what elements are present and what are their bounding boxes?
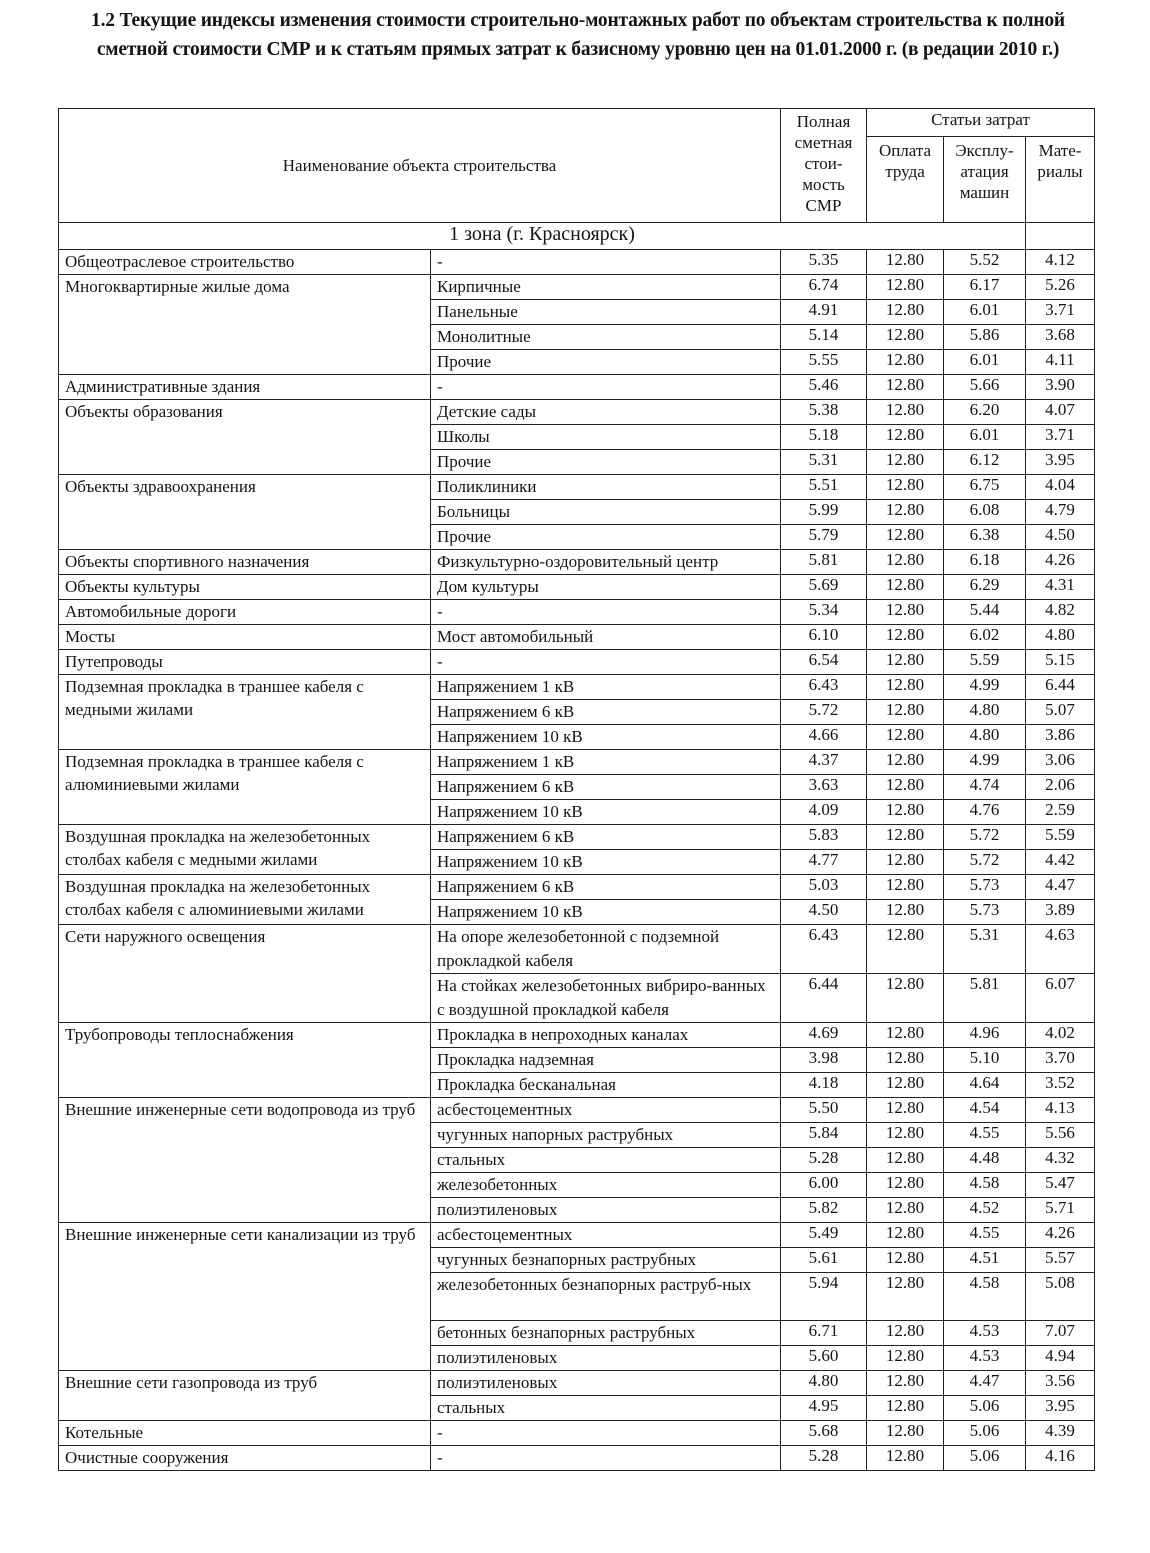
labor-cell: 12.80 [867, 800, 944, 825]
object-name-cell: Воздушная прокладка на железобетонных столбах кабеля с медными жилами [59, 825, 431, 875]
materials-cell: 4.04 [1026, 475, 1095, 500]
labor-cell: 12.80 [867, 1048, 944, 1073]
full-cost-cell: 4.77 [781, 850, 867, 875]
materials-cell: 6.44 [1026, 675, 1095, 700]
table-row [59, 375, 1095, 400]
labor-cell: 12.80 [867, 775, 944, 800]
subtype-cell: бетонных безнапорных раструбных [431, 1321, 781, 1346]
machines-cell: 5.66 [944, 375, 1026, 400]
materials-cell: 3.89 [1026, 900, 1095, 925]
object-name-cell: Многоквартирные жилые дома [59, 275, 431, 375]
labor-cell: 12.80 [867, 700, 944, 725]
materials-cell: 5.57 [1026, 1248, 1095, 1273]
subtype-cell: - [431, 375, 781, 400]
labor-cell: 12.80 [867, 1346, 944, 1371]
materials-cell: 4.63 [1026, 925, 1095, 974]
materials-cell: 3.71 [1026, 425, 1095, 450]
full-cost-cell: 5.82 [781, 1198, 867, 1223]
machines-cell: 6.75 [944, 475, 1026, 500]
subtype-cell: На опоре железобетонной с подземной прокладкой кабеля [431, 925, 781, 974]
full-cost-cell: 5.14 [781, 325, 867, 350]
cost-index-table [58, 108, 1095, 1471]
full-cost-cell: 5.49 [781, 1223, 867, 1248]
labor-cell: 12.80 [867, 1446, 944, 1471]
full-cost-cell: 3.63 [781, 775, 867, 800]
machines-cell: 4.58 [944, 1173, 1026, 1198]
subtype-cell: стальных [431, 1148, 781, 1173]
full-cost-cell: 5.61 [781, 1248, 867, 1273]
full-cost-cell: 5.69 [781, 575, 867, 600]
materials-cell: 4.32 [1026, 1148, 1095, 1173]
full-cost-cell: 5.68 [781, 1421, 867, 1446]
labor-cell: 12.80 [867, 650, 944, 675]
subtype-cell: Напряжением 10 кВ [431, 800, 781, 825]
machines-cell: 5.73 [944, 875, 1026, 900]
machines-cell: 6.17 [944, 275, 1026, 300]
full-cost-cell: 4.80 [781, 1371, 867, 1396]
labor-cell: 12.80 [867, 250, 944, 275]
table-row [59, 925, 1095, 974]
labor-cell: 12.80 [867, 500, 944, 525]
machines-cell: 5.81 [944, 974, 1026, 1023]
subtype-cell: стальных [431, 1396, 781, 1421]
full-cost-cell: 6.74 [781, 275, 867, 300]
table-row [59, 250, 1095, 275]
machines-cell: 6.38 [944, 525, 1026, 550]
labor-cell: 12.80 [867, 675, 944, 700]
materials-cell: 5.15 [1026, 650, 1095, 675]
table-row [59, 1223, 1095, 1248]
full-cost-cell: 5.34 [781, 600, 867, 625]
labor-cell: 12.80 [867, 1098, 944, 1123]
machines-cell: 6.18 [944, 550, 1026, 575]
materials-cell: 5.26 [1026, 275, 1095, 300]
object-name-cell: Объекты культуры [59, 575, 431, 600]
machines-cell: 4.52 [944, 1198, 1026, 1223]
machines-cell: 6.01 [944, 350, 1026, 375]
materials-cell: 3.68 [1026, 325, 1095, 350]
machines-cell: 4.55 [944, 1223, 1026, 1248]
materials-cell: 3.86 [1026, 725, 1095, 750]
materials-cell: 2.06 [1026, 775, 1095, 800]
table-row [59, 475, 1095, 500]
table-row [59, 875, 1095, 900]
full-cost-cell: 4.50 [781, 900, 867, 925]
header-materials: Мате-риалы [1026, 137, 1095, 223]
subtype-cell: На стойках железобетонных вибриро-ванных с воздушной прокладкой кабеля [431, 974, 781, 1023]
subtype-cell: Дом культуры [431, 575, 781, 600]
header-cost-items: Статьи затрат [867, 109, 1095, 137]
table-row [59, 1371, 1095, 1396]
subtype-cell: полиэтиленовых [431, 1371, 781, 1396]
machines-cell: 4.54 [944, 1098, 1026, 1123]
materials-cell: 4.79 [1026, 500, 1095, 525]
object-name-cell: Административные здания [59, 375, 431, 400]
subtype-cell: полиэтиленовых [431, 1346, 781, 1371]
machines-cell: 4.74 [944, 775, 1026, 800]
object-name-cell: Трубопроводы теплоснабжения [59, 1023, 431, 1098]
subtype-cell: Физкультурно-оздоровительный центр [431, 550, 781, 575]
materials-cell: 4.31 [1026, 575, 1095, 600]
full-cost-cell: 4.66 [781, 725, 867, 750]
materials-cell: 5.59 [1026, 825, 1095, 850]
subtype-cell: - [431, 600, 781, 625]
machines-cell: 5.44 [944, 600, 1026, 625]
table-row [59, 650, 1095, 675]
materials-cell: 4.11 [1026, 350, 1095, 375]
labor-cell: 12.80 [867, 1023, 944, 1048]
materials-cell: 2.59 [1026, 800, 1095, 825]
materials-cell: 5.08 [1026, 1273, 1095, 1321]
table-row [59, 825, 1095, 850]
table-row [59, 600, 1095, 625]
subtype-cell: Напряжением 1 кВ [431, 750, 781, 775]
materials-cell: 3.52 [1026, 1073, 1095, 1098]
machines-cell: 5.86 [944, 325, 1026, 350]
materials-cell: 3.06 [1026, 750, 1095, 775]
full-cost-cell: 5.99 [781, 500, 867, 525]
full-cost-cell: 6.54 [781, 650, 867, 675]
materials-cell: 3.95 [1026, 1396, 1095, 1421]
full-cost-cell: 6.44 [781, 974, 867, 1023]
materials-cell: 4.50 [1026, 525, 1095, 550]
full-cost-cell: 6.71 [781, 1321, 867, 1346]
full-cost-cell: 5.46 [781, 375, 867, 400]
machines-cell: 6.29 [944, 575, 1026, 600]
zone-heading-empty [1026, 223, 1095, 250]
subtype-cell: Напряжением 6 кВ [431, 875, 781, 900]
table-row [59, 1098, 1095, 1123]
machines-cell: 6.20 [944, 400, 1026, 425]
machines-cell: 4.48 [944, 1148, 1026, 1173]
object-name-cell: Объекты спортивного назначения [59, 550, 431, 575]
labor-cell: 12.80 [867, 325, 944, 350]
labor-cell: 12.80 [867, 400, 944, 425]
machines-cell: 4.80 [944, 700, 1026, 725]
table-row [59, 550, 1095, 575]
subtype-cell: чугунных напорных раструбных [431, 1123, 781, 1148]
materials-cell: 4.82 [1026, 600, 1095, 625]
full-cost-cell: 4.09 [781, 800, 867, 825]
full-cost-cell: 5.38 [781, 400, 867, 425]
full-cost-cell: 6.43 [781, 675, 867, 700]
full-cost-cell: 5.18 [781, 425, 867, 450]
materials-cell: 5.47 [1026, 1173, 1095, 1198]
full-cost-cell: 5.72 [781, 700, 867, 725]
labor-cell: 12.80 [867, 1223, 944, 1248]
labor-cell: 12.80 [867, 575, 944, 600]
header-object-name: Наименование объекта строительства [59, 109, 781, 223]
subtype-cell: чугунных безнапорных раструбных [431, 1248, 781, 1273]
materials-cell: 3.56 [1026, 1371, 1095, 1396]
labor-cell: 12.80 [867, 1421, 944, 1446]
full-cost-cell: 4.37 [781, 750, 867, 775]
subtype-cell: Напряжением 1 кВ [431, 675, 781, 700]
labor-cell: 12.80 [867, 1198, 944, 1223]
subtype-cell: - [431, 650, 781, 675]
labor-cell: 12.80 [867, 900, 944, 925]
machines-cell: 6.01 [944, 300, 1026, 325]
table-row [59, 400, 1095, 425]
labor-cell: 12.80 [867, 1273, 944, 1321]
labor-cell: 12.80 [867, 425, 944, 450]
full-cost-cell: 5.28 [781, 1446, 867, 1471]
machines-cell: 4.80 [944, 725, 1026, 750]
machines-cell: 4.55 [944, 1123, 1026, 1148]
labor-cell: 12.80 [867, 550, 944, 575]
full-cost-cell: 5.94 [781, 1273, 867, 1321]
materials-cell: 5.56 [1026, 1123, 1095, 1148]
materials-cell: 3.95 [1026, 450, 1095, 475]
materials-cell: 4.26 [1026, 1223, 1095, 1248]
object-name-cell: Подземная прокладка в траншее кабеля с алюминиевыми жилами [59, 750, 431, 825]
machines-cell: 4.96 [944, 1023, 1026, 1048]
machines-cell: 6.08 [944, 500, 1026, 525]
table-row [59, 1421, 1095, 1446]
materials-cell: 4.26 [1026, 550, 1095, 575]
object-name-cell: Очистные сооружения [59, 1446, 431, 1471]
materials-cell: 4.12 [1026, 250, 1095, 275]
subtype-cell: полиэтиленовых [431, 1198, 781, 1223]
subtype-cell: Напряжением 10 кВ [431, 725, 781, 750]
subtype-cell: Напряжением 6 кВ [431, 825, 781, 850]
labor-cell: 12.80 [867, 750, 944, 775]
full-cost-cell: 5.50 [781, 1098, 867, 1123]
full-cost-cell: 5.35 [781, 250, 867, 275]
labor-cell: 12.80 [867, 850, 944, 875]
materials-cell: 4.07 [1026, 400, 1095, 425]
subtype-cell: Прочие [431, 450, 781, 475]
machines-cell: 4.53 [944, 1321, 1026, 1346]
machines-cell: 5.59 [944, 650, 1026, 675]
full-cost-cell: 5.83 [781, 825, 867, 850]
machines-cell: 4.51 [944, 1248, 1026, 1273]
machines-cell: 4.99 [944, 750, 1026, 775]
table-row [59, 750, 1095, 775]
subtype-cell: железобетонных [431, 1173, 781, 1198]
object-name-cell: Воздушная прокладка на железобетонных столбах кабеля с алюминиевыми жилами [59, 875, 431, 925]
machines-cell: 5.31 [944, 925, 1026, 974]
materials-cell: 4.39 [1026, 1421, 1095, 1446]
subtype-cell: Прочие [431, 525, 781, 550]
subtype-cell: Детские сады [431, 400, 781, 425]
labor-cell: 12.80 [867, 625, 944, 650]
labor-cell: 12.80 [867, 974, 944, 1023]
object-name-cell: Путепроводы [59, 650, 431, 675]
materials-cell: 3.90 [1026, 375, 1095, 400]
machines-cell: 4.58 [944, 1273, 1026, 1321]
subtype-cell: Школы [431, 425, 781, 450]
subtype-cell: - [431, 250, 781, 275]
object-name-cell: Котельные [59, 1421, 431, 1446]
full-cost-cell: 3.98 [781, 1048, 867, 1073]
subtype-cell: Монолитные [431, 325, 781, 350]
subtype-cell: - [431, 1446, 781, 1471]
labor-cell: 12.80 [867, 875, 944, 900]
labor-cell: 12.80 [867, 1248, 944, 1273]
table-row [59, 275, 1095, 300]
zone-heading: 1 зона (г. Красноярск) [59, 223, 1026, 250]
full-cost-cell: 5.51 [781, 475, 867, 500]
subtype-cell: Прокладка бесканальная [431, 1073, 781, 1098]
machines-cell: 4.64 [944, 1073, 1026, 1098]
subtype-cell: Поликлиники [431, 475, 781, 500]
subtype-cell: Напряжением 6 кВ [431, 700, 781, 725]
subtype-cell: асбестоцементных [431, 1223, 781, 1248]
materials-cell: 4.42 [1026, 850, 1095, 875]
machines-cell: 4.99 [944, 675, 1026, 700]
machines-cell: 5.52 [944, 250, 1026, 275]
labor-cell: 12.80 [867, 375, 944, 400]
object-name-cell: Сети наружного освещения [59, 925, 431, 1023]
full-cost-cell: 5.31 [781, 450, 867, 475]
machines-cell: 5.72 [944, 825, 1026, 850]
machines-cell: 6.12 [944, 450, 1026, 475]
labor-cell: 12.80 [867, 450, 944, 475]
table-row [59, 625, 1095, 650]
header-full-cost: Полная сметная стои-мость СМР [781, 109, 867, 223]
labor-cell: 12.80 [867, 1148, 944, 1173]
labor-cell: 12.80 [867, 1173, 944, 1198]
object-name-cell: Внешние инженерные сети водопровода из труб [59, 1098, 431, 1223]
materials-cell: 7.07 [1026, 1321, 1095, 1346]
subtype-cell: Прочие [431, 350, 781, 375]
full-cost-cell: 5.84 [781, 1123, 867, 1148]
table-row [59, 1446, 1095, 1471]
materials-cell: 4.16 [1026, 1446, 1095, 1471]
labor-cell: 12.80 [867, 1073, 944, 1098]
subtype-cell: Кирпичные [431, 275, 781, 300]
full-cost-cell: 6.00 [781, 1173, 867, 1198]
labor-cell: 12.80 [867, 725, 944, 750]
machines-cell: 5.10 [944, 1048, 1026, 1073]
document-title: 1.2 Текущие индексы изменения стоимости строительно-монтажных работ по объектам строительства к полной сметной стоимости СМР и к статьям прямых затрат к базисному уровню цен на 01.01.2000 г. (в редации 2010 г.) [91, 10, 1065, 60]
subtype-cell: Напряжением 6 кВ [431, 775, 781, 800]
subtype-cell: Прокладка надземная [431, 1048, 781, 1073]
subtype-cell: - [431, 1421, 781, 1446]
object-name-cell: Внешние сети газопровода из труб [59, 1371, 431, 1421]
full-cost-cell: 5.79 [781, 525, 867, 550]
full-cost-cell: 5.03 [781, 875, 867, 900]
labor-cell: 12.80 [867, 275, 944, 300]
header-machines: Эксплу-атация машин [944, 137, 1026, 223]
subtype-cell: Прокладка в непроходных каналах [431, 1023, 781, 1048]
materials-cell: 3.71 [1026, 300, 1095, 325]
object-name-cell: Автомобильные дороги [59, 600, 431, 625]
object-name-cell: Мосты [59, 625, 431, 650]
machines-cell: 5.06 [944, 1421, 1026, 1446]
object-name-cell: Внешние инженерные сети канализации из труб [59, 1223, 431, 1371]
full-cost-cell: 5.60 [781, 1346, 867, 1371]
full-cost-cell: 4.18 [781, 1073, 867, 1098]
object-name-cell: Объекты образования [59, 400, 431, 475]
machines-cell: 5.06 [944, 1396, 1026, 1421]
machines-cell: 4.76 [944, 800, 1026, 825]
table-row [59, 575, 1095, 600]
labor-cell: 12.80 [867, 1123, 944, 1148]
materials-cell: 4.13 [1026, 1098, 1095, 1123]
full-cost-cell: 4.69 [781, 1023, 867, 1048]
materials-cell: 4.47 [1026, 875, 1095, 900]
table-row [59, 1023, 1095, 1048]
full-cost-cell: 4.95 [781, 1396, 867, 1421]
machines-cell: 6.02 [944, 625, 1026, 650]
header-labor: Оплата труда [867, 137, 944, 223]
full-cost-cell: 5.55 [781, 350, 867, 375]
full-cost-cell: 5.28 [781, 1148, 867, 1173]
machines-cell: 6.01 [944, 425, 1026, 450]
labor-cell: 12.80 [867, 475, 944, 500]
subtype-cell: Больницы [431, 500, 781, 525]
labor-cell: 12.80 [867, 350, 944, 375]
subtype-cell: Панельные [431, 300, 781, 325]
object-name-cell: Подземная прокладка в траншее кабеля с медными жилами [59, 675, 431, 750]
labor-cell: 12.80 [867, 1321, 944, 1346]
machines-cell: 5.72 [944, 850, 1026, 875]
subtype-cell: Напряжением 10 кВ [431, 900, 781, 925]
machines-cell: 5.73 [944, 900, 1026, 925]
materials-cell: 4.94 [1026, 1346, 1095, 1371]
labor-cell: 12.80 [867, 525, 944, 550]
table-row [59, 675, 1095, 700]
labor-cell: 12.80 [867, 825, 944, 850]
full-cost-cell: 4.91 [781, 300, 867, 325]
object-name-cell: Общеотраслевое строительство [59, 250, 431, 275]
materials-cell: 4.80 [1026, 625, 1095, 650]
full-cost-cell: 6.10 [781, 625, 867, 650]
subtype-cell: Мост автомобильный [431, 625, 781, 650]
machines-cell: 5.06 [944, 1446, 1026, 1471]
labor-cell: 12.80 [867, 925, 944, 974]
materials-cell: 5.07 [1026, 700, 1095, 725]
full-cost-cell: 6.43 [781, 925, 867, 974]
labor-cell: 12.80 [867, 1371, 944, 1396]
materials-cell: 5.71 [1026, 1198, 1095, 1223]
machines-cell: 4.53 [944, 1346, 1026, 1371]
machines-cell: 4.47 [944, 1371, 1026, 1396]
labor-cell: 12.80 [867, 300, 944, 325]
materials-cell: 3.70 [1026, 1048, 1095, 1073]
full-cost-cell: 5.81 [781, 550, 867, 575]
subtype-cell: асбестоцементных [431, 1098, 781, 1123]
labor-cell: 12.80 [867, 600, 944, 625]
subtype-cell: железобетонных безнапорных раструб-ных [431, 1273, 781, 1321]
labor-cell: 12.80 [867, 1396, 944, 1421]
materials-cell: 4.02 [1026, 1023, 1095, 1048]
object-name-cell: Объекты здравоохранения [59, 475, 431, 550]
materials-cell: 6.07 [1026, 974, 1095, 1023]
subtype-cell: Напряжением 10 кВ [431, 850, 781, 875]
